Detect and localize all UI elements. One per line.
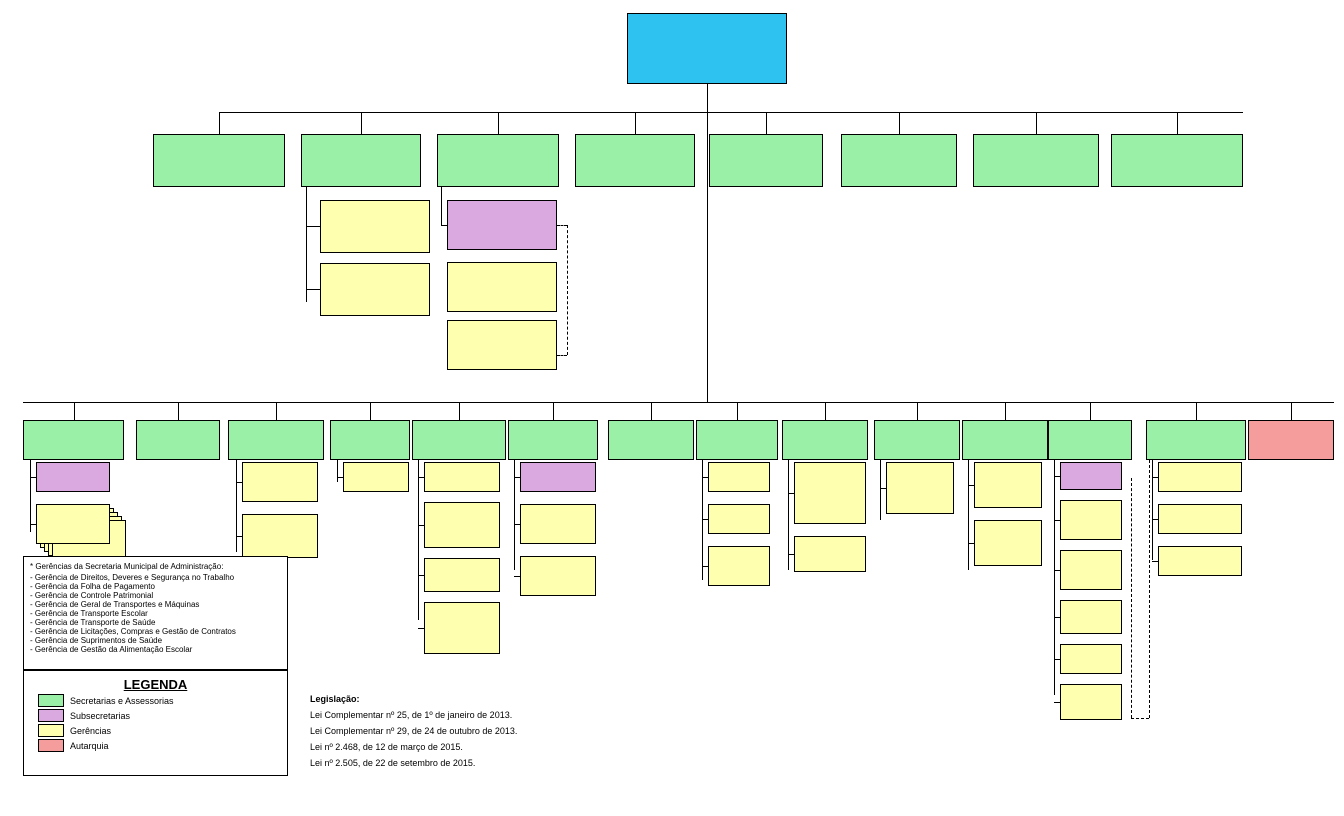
secretaria-node-10[interactable]: [962, 420, 1048, 460]
legend-label-3: Autarquia: [70, 740, 109, 751]
connector-line: [337, 460, 338, 482]
connector-line: [219, 112, 1243, 113]
legend-swatch-1: [38, 709, 64, 722]
connector-line: [651, 402, 652, 420]
secretaria-7-child-0[interactable]: [708, 462, 770, 492]
connector-line: [276, 402, 277, 420]
connector-line: [788, 554, 794, 555]
secretaria-8-child-1[interactable]: [794, 536, 866, 572]
legislation-item-3: Lei nº 2.505, de 22 de setembro de 2015.: [310, 758, 476, 768]
secretaria-11-child-2[interactable]: [1060, 550, 1122, 590]
secretaria-node-12[interactable]: [1146, 420, 1246, 460]
connector-line: [1054, 617, 1060, 618]
secretaria-7-child-1[interactable]: [708, 504, 770, 534]
connector-line: [1152, 477, 1158, 478]
secretaria-node-8[interactable]: [782, 420, 868, 460]
connector-line: [1036, 112, 1037, 134]
connector-line: [514, 576, 520, 577]
footnote-item: - Gerência de Gestão da Alimentação Escolar: [30, 645, 193, 654]
legend-title: LEGENDA: [123, 677, 188, 692]
secretaria-node-9[interactable]: [874, 420, 960, 460]
connector-line: [337, 477, 343, 478]
connector-line: [23, 402, 1334, 403]
footnote-item: - Gerência da Folha de Pagamento: [30, 582, 155, 591]
connector-line: [1054, 702, 1060, 703]
connector-dashed: [567, 225, 568, 355]
legend-row-2: [38, 724, 281, 737]
secretaria-3-child-0[interactable]: [343, 462, 409, 492]
secretaria-12-child-2[interactable]: [1158, 546, 1242, 576]
connector-line: [702, 460, 703, 580]
secretaria-11-child-5[interactable]: [1060, 684, 1122, 720]
level1-node-3[interactable]: [575, 134, 695, 187]
legislation-item-0: Lei Complementar nº 25, de 1º de janeiro de 2013.: [310, 710, 513, 720]
connector-line: [1054, 476, 1060, 477]
connector-line: [306, 187, 307, 302]
connector-line: [418, 477, 424, 478]
secretaria-node-0[interactable]: [23, 420, 124, 460]
connector-line: [635, 112, 636, 134]
connector-line: [1152, 561, 1158, 562]
secretaria-node-2[interactable]: [228, 420, 324, 460]
secretaria-5-child-1[interactable]: [520, 504, 596, 544]
connector-line: [459, 402, 460, 420]
connector-line: [30, 477, 36, 478]
connector-line: [361, 112, 362, 134]
connector-line: [1054, 659, 1060, 660]
secretaria-2-child-0[interactable]: [242, 462, 318, 502]
secretaria-node-11[interactable]: [1048, 420, 1132, 460]
connector-dashed: [1149, 460, 1150, 718]
legend-box: [23, 670, 288, 776]
secretaria-0-child-1[interactable]: [36, 504, 110, 544]
footnote-item: - Gerência de Controle Patrimonial: [30, 591, 154, 600]
secretaria-node-3[interactable]: [330, 420, 410, 460]
connector-line: [1152, 519, 1158, 520]
procuradoria-child-1[interactable]: [447, 262, 557, 312]
secretaria-12-child-0[interactable]: [1158, 462, 1242, 492]
connector-line: [899, 112, 900, 134]
secretaria-4-child-1[interactable]: [424, 502, 500, 548]
secretaria-11-child-4[interactable]: [1060, 644, 1122, 674]
connector-line: [74, 402, 75, 420]
connector-line: [707, 84, 708, 112]
legislation-block: [310, 694, 640, 774]
legend-label-2: Gerências: [70, 725, 112, 736]
connector-line: [788, 493, 794, 494]
secretaria-4-child-0[interactable]: [424, 462, 500, 492]
gabinete-child-1[interactable]: [320, 263, 430, 316]
secretaria-11-child-1[interactable]: [1060, 500, 1122, 540]
footnote-item: - Gerência de Geral de Transportes e Máquinas: [30, 600, 200, 609]
connector-dashed: [557, 225, 567, 226]
root-node[interactable]: [627, 13, 787, 84]
secretaria-4-child-3[interactable]: [424, 602, 500, 654]
connector-line: [1054, 570, 1060, 571]
connector-line: [968, 460, 969, 570]
level1-node-2[interactable]: [437, 134, 559, 187]
connector-line: [236, 460, 237, 552]
level1-node-1[interactable]: [301, 134, 421, 187]
connector-line: [968, 543, 974, 544]
level1-node-5[interactable]: [841, 134, 957, 187]
secretaria-5-child-0[interactable]: [520, 462, 596, 492]
secretaria-11-child-3[interactable]: [1060, 600, 1122, 634]
legend-swatch-2: [38, 724, 64, 737]
secretaria-node-13[interactable]: [1248, 420, 1334, 460]
footnote-title: * Gerências da Secretaria Municipal de Administração:: [30, 562, 224, 571]
secretaria-2-child-1[interactable]: [242, 514, 318, 558]
connector-line: [702, 519, 708, 520]
secretaria-8-child-0[interactable]: [794, 462, 866, 524]
gabinete-child-0[interactable]: [320, 200, 430, 253]
connector-line: [236, 536, 242, 537]
level1-node-7[interactable]: [1111, 134, 1243, 187]
level1-node-4[interactable]: [709, 134, 823, 187]
procuradoria-child-2[interactable]: [447, 320, 557, 370]
connector-line: [1054, 520, 1060, 521]
legend-row-3: [38, 739, 281, 752]
legend-row-1: [38, 709, 281, 722]
connector-line: [418, 460, 419, 620]
connector-line: [514, 477, 520, 478]
footnote-item: - Gerência de Licitações, Compras e Gestão de Contratos: [30, 627, 236, 636]
secretaria-11-child-0[interactable]: [1060, 462, 1122, 490]
connector-line: [702, 566, 708, 567]
connector-line: [1291, 402, 1292, 420]
connector-line: [917, 402, 918, 420]
connector-dashed: [1131, 718, 1149, 719]
connector-line: [1177, 112, 1178, 134]
level1-node-6[interactable]: [973, 134, 1099, 187]
connector-line: [707, 400, 708, 402]
secretaria-10-child-1[interactable]: [974, 520, 1042, 566]
secretaria-node-7[interactable]: [696, 420, 778, 460]
connector-dashed: [557, 355, 567, 356]
legend-swatch-0: [38, 694, 64, 707]
connector-line: [880, 488, 886, 489]
footnote-item: - Gerência de Transporte Escolar: [30, 609, 148, 618]
connector-line: [707, 112, 708, 402]
connector-line: [236, 482, 242, 483]
connector-dashed: [1131, 478, 1132, 718]
connector-line: [418, 575, 424, 576]
connector-line: [1090, 402, 1091, 420]
connector-line: [1005, 402, 1006, 420]
procuradoria-child-0[interactable]: [447, 200, 557, 250]
secretaria-0-child-0[interactable]: [36, 462, 110, 492]
connector-line: [702, 477, 708, 478]
connector-line: [553, 402, 554, 420]
secretaria-node-6[interactable]: [608, 420, 694, 460]
secretaria-node-5[interactable]: [508, 420, 598, 460]
legislation-item-1: Lei Complementar nº 29, de 24 de outubro de 2013.: [310, 726, 518, 736]
connector-line: [498, 112, 499, 134]
level1-node-0[interactable]: [153, 134, 285, 187]
secretaria-node-4[interactable]: [412, 420, 506, 460]
footnote-list: [30, 573, 281, 654]
legend-row-0: [38, 694, 281, 707]
legend-swatch-3: [38, 739, 64, 752]
secretaria-12-child-1[interactable]: [1158, 504, 1242, 534]
connector-line: [178, 402, 179, 420]
legend-label-0: Secretarias e Assessorias: [70, 695, 174, 706]
connector-line: [441, 225, 447, 226]
footnote-item: - Gerência de Transporte de Saúde: [30, 618, 156, 627]
connector-line: [306, 289, 320, 290]
legend-label-1: Subsecretarias: [70, 710, 131, 721]
connector-line: [306, 226, 320, 227]
connector-line: [219, 112, 220, 134]
secretaria-10-child-0[interactable]: [974, 462, 1042, 508]
secretaria-9-child-0[interactable]: [886, 462, 954, 514]
connector-line: [766, 112, 767, 134]
connector-line: [418, 628, 424, 629]
connector-line: [825, 402, 826, 420]
connector-line: [441, 187, 442, 225]
connector-line: [737, 402, 738, 420]
connector-line: [1196, 402, 1197, 420]
connector-line: [418, 525, 424, 526]
connector-line: [30, 524, 36, 525]
connector-line: [880, 460, 881, 520]
footnote-item: - Gerência de Direitos, Deveres e Segurança no Trabalho: [30, 573, 235, 582]
footnote-item: - Gerência de Suprimentos de Saúde: [30, 636, 163, 645]
connector-line: [968, 485, 974, 486]
footnote-box: [23, 556, 288, 670]
connector-line: [370, 402, 371, 420]
legislation-item-2: Lei nº 2.468, de 12 de março de 2015.: [310, 742, 463, 752]
legislation-title: Legislação:: [310, 694, 360, 704]
secretaria-node-1[interactable]: [136, 420, 220, 460]
connector-line: [1152, 460, 1153, 560]
secretaria-4-child-2[interactable]: [424, 558, 500, 592]
connector-line: [514, 524, 520, 525]
connector-line: [30, 460, 31, 532]
secretaria-5-child-2[interactable]: [520, 556, 596, 596]
secretaria-7-child-2[interactable]: [708, 546, 770, 586]
